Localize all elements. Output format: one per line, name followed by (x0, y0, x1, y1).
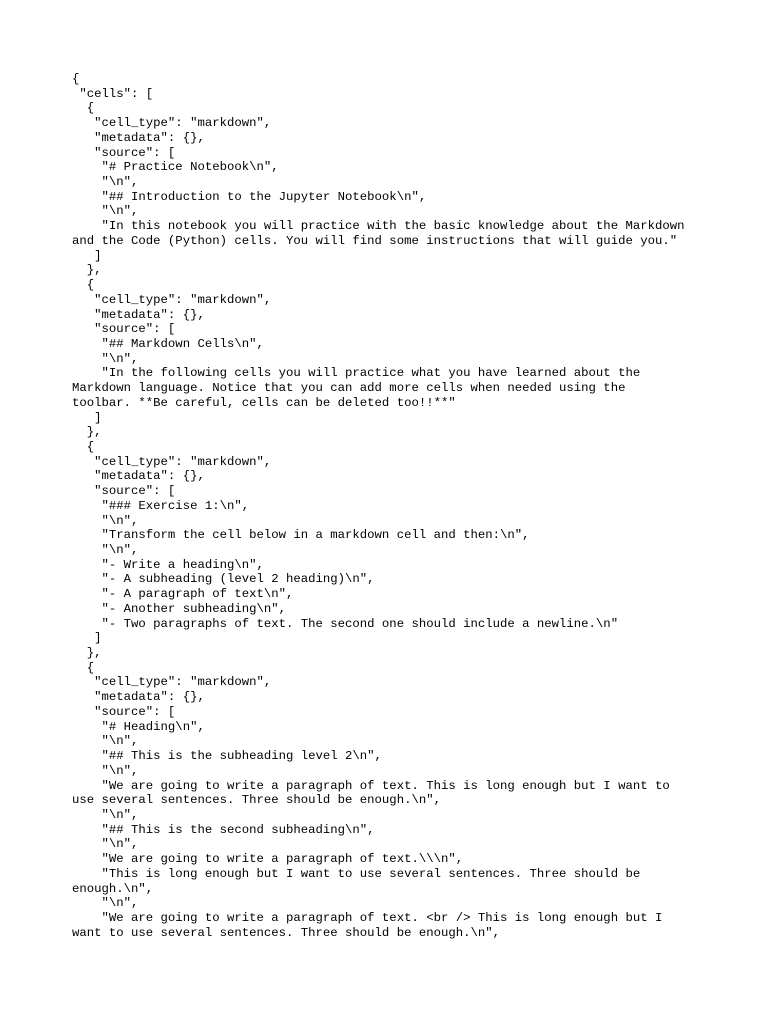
code-line: }, (72, 425, 102, 440)
code-line: "cell_type": "markdown", (72, 675, 272, 690)
notebook-json-source (72, 72, 700, 940)
code-line: "\n", (72, 807, 139, 822)
code-line: "# Practice Notebook\n", (72, 160, 279, 175)
code-line: { (72, 101, 95, 116)
code-line: "source": [ (72, 145, 176, 160)
code-line: want to use several sentences. Three should be enough.\n", (72, 925, 501, 940)
code-line: "source": [ (72, 322, 176, 337)
code-line: enough.\n", (72, 881, 154, 896)
code-line: "- Another subheading\n", (72, 601, 287, 616)
code-line: "# Heading\n", (72, 719, 205, 734)
code-line: "- A subheading (level 2 heading)\n", (72, 572, 375, 587)
code-line: "## This is the subheading level 2\n", (72, 749, 382, 764)
code-line: "\n", (72, 734, 139, 749)
code-line: "## Introduction to the Jupyter Notebook\n", (72, 189, 427, 204)
code-line: "source": [ (72, 704, 176, 719)
code-line: "Transform the cell below in a markdown cell and then:\n", (72, 528, 530, 543)
document-page (72, 72, 700, 940)
code-line: "- Write a heading\n", (72, 557, 264, 572)
code-line: ] (72, 248, 102, 263)
code-line: ] (72, 631, 102, 646)
code-line: "\n", (72, 837, 139, 852)
code-line: { (72, 439, 95, 454)
code-line: "\n", (72, 763, 139, 778)
code-line: "\n", (72, 513, 139, 528)
code-line: "metadata": {}, (72, 690, 205, 705)
code-line: "### Exercise 1:\n", (72, 498, 250, 513)
code-line: }, (72, 646, 102, 661)
code-line: { (72, 278, 95, 293)
code-line: "\n", (72, 204, 139, 219)
code-line: "cells": [ (72, 86, 154, 101)
code-line: { (72, 660, 95, 675)
code-line: "## Markdown Cells\n", (72, 336, 264, 351)
code-line: "cell_type": "markdown", (72, 454, 272, 469)
code-line: "\n", (72, 351, 139, 366)
code-line: "We are going to write a paragraph of text.\\\n", (72, 852, 464, 867)
code-line: "cell_type": "markdown", (72, 116, 272, 131)
code-line: "We are going to write a paragraph of text. <br /> This is long enough but I (72, 910, 663, 925)
code-line: Markdown language. Notice that you can add more cells when needed using the (72, 381, 626, 396)
code-line: toolbar. **Be careful, cells can be deleted too!!**" (72, 395, 456, 410)
code-line: use several sentences. Three should be enough.\n", (72, 793, 441, 808)
code-line: ] (72, 410, 102, 425)
code-line: "\n", (72, 175, 139, 190)
code-line: "- A paragraph of text\n", (72, 587, 294, 602)
code-line: "This is long enough but I want to use several sentences. Three should be (72, 866, 641, 881)
code-line: "metadata": {}, (72, 307, 205, 322)
code-line: { (72, 72, 80, 86)
code-line: "source": [ (72, 484, 176, 499)
code-line: "metadata": {}, (72, 469, 205, 484)
code-line: "\n", (72, 543, 139, 557)
code-line: "- Two paragraphs of text. The second one should include a newline.\n" (72, 616, 619, 631)
code-line: "We are going to write a paragraph of text. This is long enough but I want to (72, 778, 670, 793)
code-line: "cell_type": "markdown", (72, 292, 272, 307)
code-line: "\n", (72, 896, 139, 911)
code-line: "metadata": {}, (72, 130, 205, 145)
code-line: "In this notebook you will practice with the basic knowledge about the Markdown (72, 219, 685, 234)
code-line: }, (72, 263, 102, 278)
code-line: "In the following cells you will practice what you have learned about the (72, 366, 641, 381)
code-line: "## This is the second subheading\n", (72, 822, 375, 837)
code-line: and the Code (Python) cells. You will find some instructions that will guide you." (72, 233, 678, 248)
